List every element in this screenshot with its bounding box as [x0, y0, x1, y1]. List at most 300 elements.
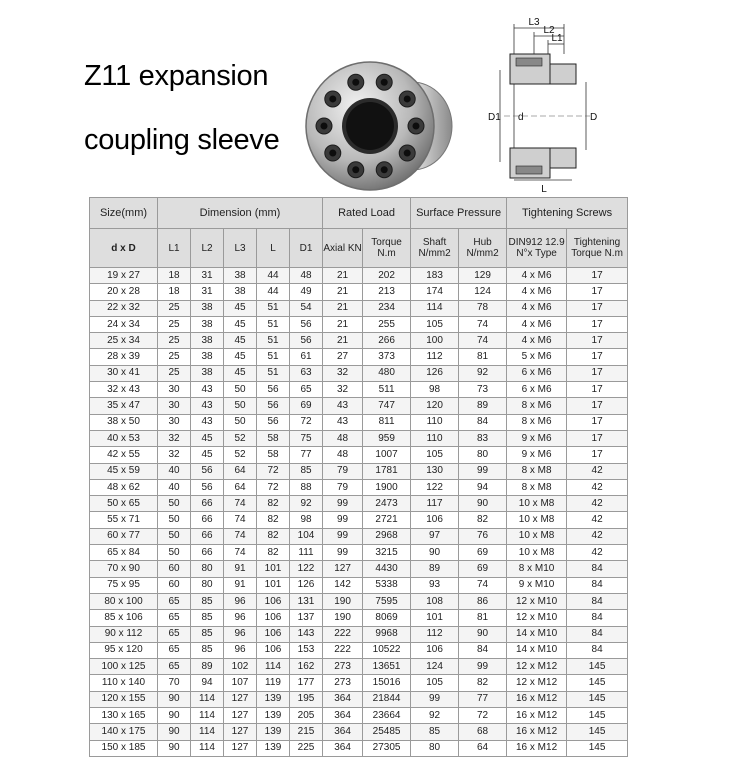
table-cell: 48 [323, 447, 363, 463]
table-cell: 69 [459, 545, 507, 561]
table-cell: 4 x M6 [507, 268, 567, 284]
table-cell: 16 x M12 [507, 708, 567, 724]
table-cell: 18 [158, 268, 191, 284]
table-cell: 85 x 106 [90, 610, 158, 626]
table-cell: 99 [323, 496, 363, 512]
table-cell: 190 [323, 610, 363, 626]
table-cell: 225 [290, 740, 323, 756]
table-cell: 66 [191, 528, 224, 544]
bolt-socket-icon [329, 95, 336, 102]
table-cell: 100 [411, 333, 459, 349]
table-cell: 110 [411, 430, 459, 446]
table-cell: 65 x 84 [90, 545, 158, 561]
table-cell: 16 x M12 [507, 740, 567, 756]
table-cell: 4 x M6 [507, 333, 567, 349]
table-cell: 77 [290, 447, 323, 463]
table-cell: 12 x M12 [507, 675, 567, 691]
table-cell: 177 [290, 675, 323, 691]
table-row [90, 316, 628, 332]
bolt-socket-icon [404, 95, 411, 102]
col-l3: L3 [224, 229, 257, 268]
table-cell: 106 [257, 593, 290, 609]
col-hub: Hub N/mm2 [459, 229, 507, 268]
table-cell: 63 [290, 365, 323, 381]
table-cell: 51 [257, 300, 290, 316]
table-cell: 8 x M6 [507, 398, 567, 414]
table-cell: 90 [459, 496, 507, 512]
table-row [90, 610, 628, 626]
table-cell: 114 [257, 659, 290, 675]
col-tightening-torque: Tightening Torque N.m [567, 229, 628, 268]
table-cell: 9968 [363, 626, 411, 642]
table-cell: 145 [567, 675, 628, 691]
table-cell: 10 x M8 [507, 496, 567, 512]
table-cell: 85 [191, 642, 224, 658]
table-cell: 14 x M10 [507, 642, 567, 658]
table-cell: 747 [363, 398, 411, 414]
table-cell: 83 [459, 430, 507, 446]
table-cell: 213 [363, 284, 411, 300]
table-cell: 78 [459, 300, 507, 316]
table-cell: 111 [290, 545, 323, 561]
table-cell: 1900 [363, 479, 411, 495]
table-cell: 12 x M10 [507, 610, 567, 626]
bolt-socket-icon [404, 150, 411, 157]
table-cell: 82 [257, 545, 290, 561]
table-cell: 107 [224, 675, 257, 691]
table-cell: 54 [290, 300, 323, 316]
table-cell: 65 [158, 593, 191, 609]
table-cell: 45 [191, 430, 224, 446]
col-shaft: Shaft N/mm2 [411, 229, 459, 268]
table-cell: 73 [459, 382, 507, 398]
table-cell: 93 [411, 577, 459, 593]
table-cell: 76 [459, 528, 507, 544]
table-cell: 60 [158, 577, 191, 593]
table-cell: 56 [257, 398, 290, 414]
table-cell: 4 x M6 [507, 300, 567, 316]
table-cell: 9 x M6 [507, 430, 567, 446]
table-cell: 480 [363, 365, 411, 381]
table-cell: 79 [323, 463, 363, 479]
table-cell: 38 [224, 284, 257, 300]
table-cell: 2968 [363, 528, 411, 544]
table-cell: 101 [411, 610, 459, 626]
table-cell: 17 [567, 316, 628, 332]
table-row [90, 740, 628, 756]
table-cell: 25 [158, 365, 191, 381]
table-cell: 82 [257, 496, 290, 512]
table-cell: 1007 [363, 447, 411, 463]
bolt-socket-icon [352, 166, 359, 173]
table-cell: 75 [290, 430, 323, 446]
table-cell: 81 [459, 610, 507, 626]
table-cell: 48 [323, 430, 363, 446]
table-cell: 84 [459, 642, 507, 658]
table-row [90, 382, 628, 398]
table-cell: 65 [290, 382, 323, 398]
table-cell: 43 [323, 398, 363, 414]
table-cell: 105 [411, 675, 459, 691]
table-cell: 21 [323, 316, 363, 332]
table-cell: 105 [411, 316, 459, 332]
table-cell: 124 [411, 659, 459, 675]
table-cell: 145 [567, 740, 628, 756]
table-cell: 38 [191, 300, 224, 316]
table-cell: 50 [158, 528, 191, 544]
table-cell: 80 [191, 577, 224, 593]
table-row [90, 463, 628, 479]
table-row [90, 268, 628, 284]
table-cell: 82 [459, 675, 507, 691]
table-cell: 114 [191, 724, 224, 740]
table-row [90, 333, 628, 349]
table-cell: 222 [323, 642, 363, 658]
bolt-socket-icon [329, 150, 336, 157]
table-cell: 74 [224, 496, 257, 512]
table-cell: 42 [567, 496, 628, 512]
table-cell: 99 [459, 463, 507, 479]
table-cell: 82 [257, 528, 290, 544]
table-cell: 30 [158, 382, 191, 398]
table-cell: 90 [158, 724, 191, 740]
table-cell: 99 [323, 528, 363, 544]
table-cell: 56 [290, 333, 323, 349]
table-row [90, 398, 628, 414]
table-cell: 79 [323, 479, 363, 495]
table-cell: 22 x 32 [90, 300, 158, 316]
table-cell: 23664 [363, 708, 411, 724]
table-cell: 50 [224, 382, 257, 398]
table-row [90, 659, 628, 675]
table-cell: 56 [191, 463, 224, 479]
table-cell: 75 x 95 [90, 577, 158, 593]
table-cell: 21 [323, 333, 363, 349]
table-cell: 96 [224, 593, 257, 609]
table-cell: 8069 [363, 610, 411, 626]
table-cell: 66 [191, 545, 224, 561]
table-cell: 43 [191, 414, 224, 430]
table-cell: 112 [411, 626, 459, 642]
table-cell: 145 [567, 691, 628, 707]
table-cell: 27305 [363, 740, 411, 756]
table-cell: 85 [191, 610, 224, 626]
table-row [90, 284, 628, 300]
table-cell: 101 [257, 561, 290, 577]
table-cell: 44 [257, 268, 290, 284]
table-cell: 96 [224, 610, 257, 626]
table-cell: 90 [158, 691, 191, 707]
table-cell: 77 [459, 691, 507, 707]
table-cell: 60 x 77 [90, 528, 158, 544]
table-cell: 95 x 120 [90, 642, 158, 658]
table-row [90, 528, 628, 544]
table-cell: 32 [158, 447, 191, 463]
table-cell: 65 [158, 610, 191, 626]
table-cell: 511 [363, 382, 411, 398]
table-cell: 38 x 50 [90, 414, 158, 430]
table-row [90, 512, 628, 528]
table-cell: 92 [290, 496, 323, 512]
table-cell: 2473 [363, 496, 411, 512]
table-cell: 130 x 165 [90, 708, 158, 724]
table-cell: 91 [224, 561, 257, 577]
table-cell: 50 x 65 [90, 496, 158, 512]
table-cell: 32 x 43 [90, 382, 158, 398]
header-size: Size(mm) [90, 198, 158, 229]
header-tightening-screws: Tightening Screws [507, 198, 628, 229]
table-cell: 27 [323, 349, 363, 365]
table-cell: 64 [459, 740, 507, 756]
table-cell: 139 [257, 708, 290, 724]
table-cell: 45 [224, 300, 257, 316]
table-cell: 126 [411, 365, 459, 381]
table-cell: 56 [290, 316, 323, 332]
table-cell: 8 x M8 [507, 463, 567, 479]
table-cell: 72 [257, 463, 290, 479]
table-cell: 959 [363, 430, 411, 446]
label-d1: D1 [488, 112, 501, 123]
table-cell: 50 [224, 414, 257, 430]
table-cell: 72 [290, 414, 323, 430]
table-row [90, 724, 628, 740]
table-cell: 129 [459, 268, 507, 284]
table-cell: 90 [158, 708, 191, 724]
table-cell: 273 [323, 675, 363, 691]
table-cell: 9 x M6 [507, 447, 567, 463]
table-row [90, 561, 628, 577]
table-row [90, 545, 628, 561]
table-cell: 99 [323, 545, 363, 561]
table-cell: 65 [158, 659, 191, 675]
table-cell: 38 [224, 268, 257, 284]
table-cell: 8 x M10 [507, 561, 567, 577]
table-cell: 1781 [363, 463, 411, 479]
table-cell: 2721 [363, 512, 411, 528]
table-cell: 30 [158, 398, 191, 414]
table-cell: 45 [224, 316, 257, 332]
table-cell: 6 x M6 [507, 365, 567, 381]
table-cell: 85 [411, 724, 459, 740]
table-row [90, 577, 628, 593]
table-cell: 126 [290, 577, 323, 593]
table-cell: 50 [158, 512, 191, 528]
table-row [90, 479, 628, 495]
table-cell: 364 [323, 740, 363, 756]
table-cell: 74 [224, 545, 257, 561]
table-cell: 127 [224, 740, 257, 756]
table-cell: 190 [323, 593, 363, 609]
table-row [90, 691, 628, 707]
header-surface-pressure: Surface Pressure [411, 198, 507, 229]
col-dxd: d x D [90, 229, 158, 268]
table-cell: 35 x 47 [90, 398, 158, 414]
table-row [90, 496, 628, 512]
table-cell: 31 [191, 268, 224, 284]
table-cell: 56 [191, 479, 224, 495]
table-cell: 90 [459, 626, 507, 642]
label-big-d: D [590, 112, 598, 123]
table-cell: 51 [257, 365, 290, 381]
table-row [90, 593, 628, 609]
table-cell: 38 [191, 349, 224, 365]
table-cell: 811 [363, 414, 411, 430]
table-cell: 85 [191, 593, 224, 609]
table-cell: 85 [191, 626, 224, 642]
table-cell: 25 [158, 316, 191, 332]
label-l3: L3 [528, 17, 540, 28]
table-cell: 10522 [363, 642, 411, 658]
table-cell: 84 [459, 414, 507, 430]
table-cell: 55 x 71 [90, 512, 158, 528]
table-cell: 98 [411, 382, 459, 398]
col-axial: Axial KN [323, 229, 363, 268]
table-cell: 106 [257, 642, 290, 658]
table-cell: 69 [459, 561, 507, 577]
table-cell: 140 x 175 [90, 724, 158, 740]
table-cell: 28 x 39 [90, 349, 158, 365]
bolt-socket-icon [381, 166, 388, 173]
table-cell: 205 [290, 708, 323, 724]
table-cell: 162 [290, 659, 323, 675]
table-cell: 10 x M8 [507, 512, 567, 528]
table-cell: 50 [158, 545, 191, 561]
bolt-socket-icon [381, 79, 388, 86]
table-cell: 48 [290, 268, 323, 284]
table-cell: 84 [567, 642, 628, 658]
table-cell: 7595 [363, 593, 411, 609]
table-cell: 40 [158, 479, 191, 495]
table-cell: 50 [224, 398, 257, 414]
table-cell: 89 [411, 561, 459, 577]
table-cell: 43 [191, 398, 224, 414]
table-cell: 122 [411, 479, 459, 495]
table-cell: 96 [224, 642, 257, 658]
table-cell: 110 x 140 [90, 675, 158, 691]
table-cell: 145 [567, 724, 628, 740]
table-cell: 3215 [363, 545, 411, 561]
bolt-socket-icon [321, 123, 328, 130]
table-cell: 139 [257, 740, 290, 756]
table-cell: 108 [411, 593, 459, 609]
table-cell: 38 [191, 333, 224, 349]
table-cell: 15016 [363, 675, 411, 691]
table-cell: 42 [567, 528, 628, 544]
table-cell: 74 [459, 333, 507, 349]
table-cell: 49 [290, 284, 323, 300]
table-cell: 100 x 125 [90, 659, 158, 675]
table-cell: 65 [158, 642, 191, 658]
table-cell: 114 [411, 300, 459, 316]
table-cell: 45 x 59 [90, 463, 158, 479]
table-cell: 110 [411, 414, 459, 430]
table-cell: 32 [323, 382, 363, 398]
table-cell: 153 [290, 642, 323, 658]
table-cell: 17 [567, 430, 628, 446]
table-cell: 14 x M10 [507, 626, 567, 642]
table-cell: 99 [459, 659, 507, 675]
table-cell: 215 [290, 724, 323, 740]
table-cell: 43 [191, 382, 224, 398]
table-cell: 45 [224, 349, 257, 365]
table-cell: 131 [290, 593, 323, 609]
table-cell: 99 [411, 691, 459, 707]
table-cell: 45 [224, 365, 257, 381]
table-cell: 106 [257, 610, 290, 626]
table-cell: 43 [323, 414, 363, 430]
table-cell: 84 [567, 626, 628, 642]
label-d: d [518, 112, 524, 123]
bolt-socket-icon [352, 79, 359, 86]
col-l1: L1 [158, 229, 191, 268]
header-dimension: Dimension (mm) [158, 198, 323, 229]
col-l: L [257, 229, 290, 268]
table-cell: 98 [290, 512, 323, 528]
table-cell: 17 [567, 333, 628, 349]
table-cell: 195 [290, 691, 323, 707]
table-cell: 65 [158, 626, 191, 642]
table-cell: 120 x 155 [90, 691, 158, 707]
table-cell: 92 [459, 365, 507, 381]
table-cell: 68 [459, 724, 507, 740]
bolt-socket-icon [413, 123, 420, 130]
table-cell: 4 x M6 [507, 316, 567, 332]
table-cell: 74 [459, 577, 507, 593]
table-cell: 16 x M12 [507, 724, 567, 740]
table-cell: 81 [459, 349, 507, 365]
table-cell: 266 [363, 333, 411, 349]
table-cell: 16 x M12 [507, 691, 567, 707]
table-cell: 42 [567, 479, 628, 495]
table-row [90, 365, 628, 381]
col-d1: D1 [290, 229, 323, 268]
table-cell: 174 [411, 284, 459, 300]
table-cell: 17 [567, 447, 628, 463]
table-cell: 17 [567, 365, 628, 381]
table-cell: 130 [411, 463, 459, 479]
table-cell: 364 [323, 691, 363, 707]
table-cell: 92 [411, 708, 459, 724]
table-cell: 25 [158, 349, 191, 365]
table-cell: 127 [224, 724, 257, 740]
table-cell: 80 [459, 447, 507, 463]
table-cell: 74 [224, 512, 257, 528]
table-cell: 84 [567, 577, 628, 593]
table-row [90, 626, 628, 642]
table-cell: 52 [224, 430, 257, 446]
table-cell: 94 [191, 675, 224, 691]
table-cell: 84 [567, 610, 628, 626]
table-cell: 106 [257, 626, 290, 642]
table-cell: 64 [224, 463, 257, 479]
label-l2: L2 [543, 25, 555, 36]
table-cell: 96 [224, 626, 257, 642]
table-cell: 69 [290, 398, 323, 414]
table-cell: 58 [257, 430, 290, 446]
table-cell: 84 [567, 593, 628, 609]
table-cell: 90 [411, 545, 459, 561]
table-cell: 25 [158, 300, 191, 316]
table-row [90, 414, 628, 430]
table-body [90, 268, 628, 757]
table-cell: 74 [459, 316, 507, 332]
table-cell: 56 [257, 414, 290, 430]
table-cell: 255 [363, 316, 411, 332]
table-cell: 52 [224, 447, 257, 463]
table-cell: 105 [411, 447, 459, 463]
table-cell: 56 [257, 382, 290, 398]
table-cell: 24 x 34 [90, 316, 158, 332]
